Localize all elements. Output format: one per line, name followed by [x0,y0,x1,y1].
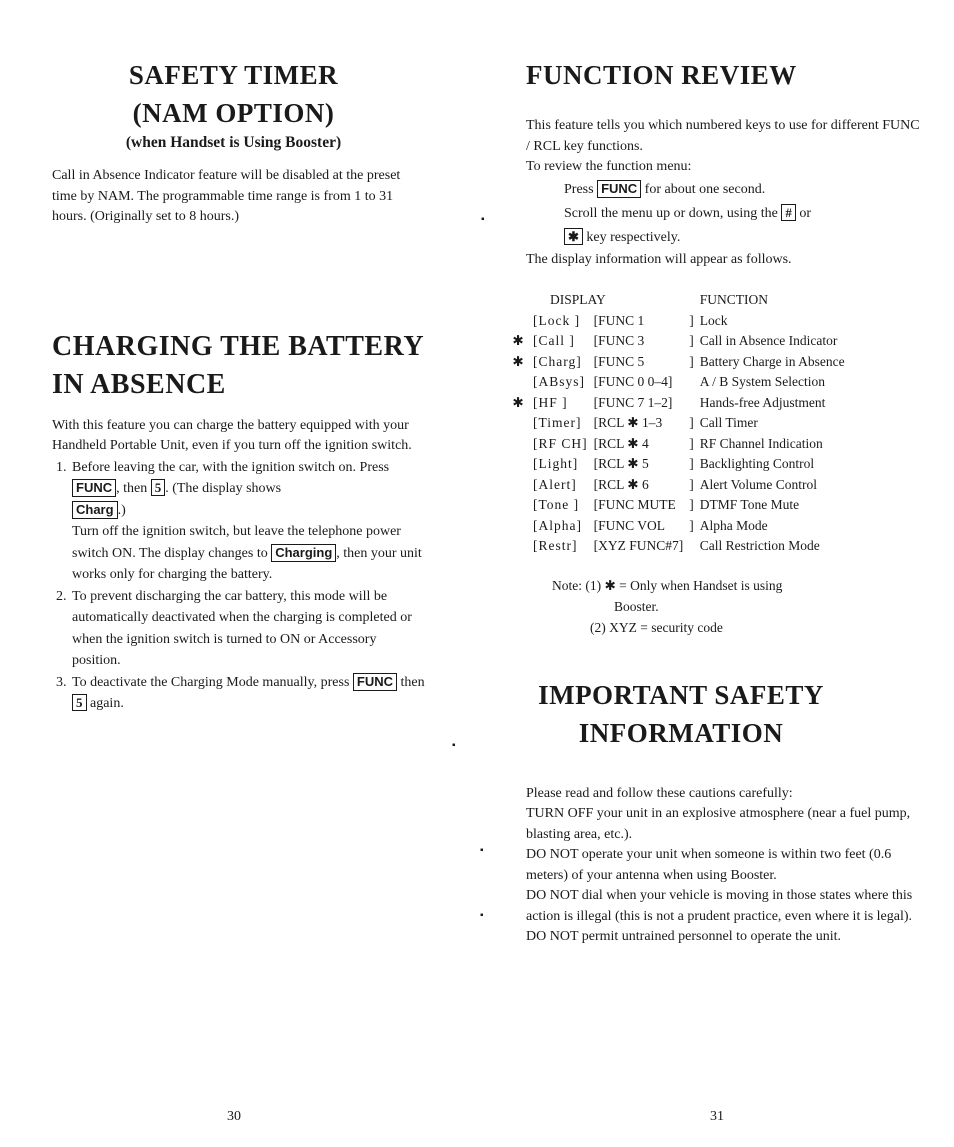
scan-speck: ▪ [481,214,485,225]
row-display: [Call ] [533,333,575,348]
step3-text-b: then [400,674,425,690]
charging-step-2: 2. To prevent discharging the car battery, this mode will be automatically deactivated when the charging is completed or when the ignition switch is turned to ON or Accessory position. [70,586,427,672]
function-table [506,290,848,557]
table-row [506,536,848,557]
table-row [506,495,848,516]
row-asterisk: ✱ [512,353,524,369]
row-display: [ABsys] [533,374,586,389]
row-keys: [FUNC 7 1–2] [593,394,673,410]
row-asterisk [506,372,530,393]
row-display: [RF CH] [533,435,588,451]
scroll-line [526,202,926,250]
row-bracket: ] [689,497,694,512]
row-function: Alpha Mode [699,517,768,533]
func-key: FUNC [597,180,641,198]
row-asterisk: ✱ [512,333,524,348]
row-function: DTMF Tone Mute [699,497,800,512]
func-key: FUNC [353,673,397,691]
row-function: Hands-free Adjustment [699,394,826,410]
scroll-text: Scroll the menu up or down, using the [564,205,778,221]
col-display-header: DISPLAY [550,292,606,307]
row-asterisk [506,516,530,537]
charging-step-1 [70,457,427,586]
row-bracket: ] [689,517,694,533]
scroll-text-b: or [799,205,812,221]
row-display: [Alert] [533,476,577,492]
table-row [506,516,848,537]
table-row [506,372,848,393]
step3-text-a: To deactivate the Charging Mode manually, press [72,674,350,690]
row-asterisk [506,434,530,455]
row-bracket [686,536,697,557]
row-asterisk [506,454,530,475]
safety-timer-subtitle: (when Handset is Using Booster) [125,134,342,151]
charging-intro: With this feature you can charge the battery equipped with your Handheld Portable Unit, even if you turn off the ignition switch. [52,417,412,453]
row-asterisk [506,536,530,557]
scroll-text-c: key respectively. [586,229,681,245]
function-review-to-review: To review the function menu: [526,159,692,174]
press-text-b: for about one second. [644,181,766,197]
row-display: [HF ] [533,394,568,410]
step3-text-c: again. [90,696,124,711]
safety-info-title-2: INFORMATION [578,717,784,748]
hash-key: # [781,204,796,221]
function-review-intro: This feature tells you which numbered keys to use for different FUNC / RCL key functions. [526,118,920,154]
scan-speck: ▪ [480,910,484,921]
page-number-right: 31 [710,1109,724,1124]
col-function-header: FUNCTION [699,292,769,307]
row-bracket: ] [689,353,694,369]
safety-timer-title-2: (NAM OPTION) [132,98,335,128]
table-row [506,352,848,373]
note-1b: Booster. [614,598,659,614]
table-row [506,434,848,455]
safety-line: DO NOT permit untrained personnel to operate the unit. [526,929,842,944]
row-keys: [RCL ✱ 4 [593,435,649,451]
row-function: Battery Charge in Absence [699,353,845,369]
row-keys: [RCL ✱ 5 [593,456,649,471]
row-keys: [FUNC 3 [593,333,645,348]
step1-text-f: , then your unit works only for charging the battery. [72,545,422,582]
row-bracket: ] [689,312,694,328]
charging-steps [52,457,427,715]
function-review-section [512,56,926,638]
row-asterisk: ✱ [512,394,524,410]
row-keys: [FUNC MUTE [593,497,676,512]
note-2: (2) XYZ = security code [590,619,723,635]
safety-timer-section [52,56,427,228]
row-keys: [RCL ✱ 6 [593,476,649,492]
row-bracket [686,372,697,393]
display-charging: Charging [271,544,336,562]
left-page [52,56,427,715]
table-row [506,454,848,475]
row-asterisk [506,311,530,332]
row-display: [Charg] [533,353,582,369]
row-display: [Tone ] [533,497,580,512]
display-charg: Charg [72,501,118,519]
table-row [506,311,848,332]
safety-line: TURN OFF your unit in an explosive atmosphere (near a fuel pump, blasting area, etc.). [526,806,911,842]
step1-text-b: , then [116,481,148,496]
row-bracket: ] [689,415,694,430]
step1-text-c: . (The display shows [165,481,282,496]
row-function: A / B System Selection [699,374,826,389]
row-bracket: ] [689,435,694,451]
scan-speck: ▪ [452,740,456,751]
safety-timer-title: SAFETY TIMER [128,60,339,90]
row-function: Alert Volume Control [699,476,818,492]
row-keys: [FUNC VOL [593,517,666,533]
safety-info-title: IMPORTANT SAFETY [538,679,824,710]
row-bracket: ] [689,456,694,471]
safety-line: Please read and follow these cautions carefully: [526,785,793,801]
row-function: Call Restriction Mode [699,538,820,553]
row-display: [Restr] [533,538,578,553]
function-review-title: FUNCTION REVIEW [526,60,797,90]
row-function: Call Timer [699,415,758,430]
row-keys: [FUNC 5 [593,353,645,369]
right-page [512,56,926,948]
charging-title-2: IN ABSENCE [52,368,226,400]
row-display: [Lock ] [533,312,581,328]
table-row [506,331,848,352]
row-asterisk [506,495,530,516]
row-display: [Timer] [533,415,582,430]
row-display: [Alpha] [533,517,582,533]
step1-text-d: .) [117,502,126,518]
row-asterisk [506,413,530,434]
row-function: Lock [699,312,728,328]
row-function: RF Channel Indication [699,435,823,451]
row-keys: [XYZ FUNC#7] [593,538,684,553]
table-row [506,475,848,496]
row-bracket [686,393,697,414]
row-keys: [FUNC 0 0–4] [593,374,673,389]
row-function: Call in Absence Indicator [699,333,838,348]
star-key: ✱ [564,228,583,245]
row-bracket: ] [689,476,694,492]
table-header [506,290,848,311]
row-bracket: ] [689,333,694,348]
step1-text-e: Turn off the ignition switch, but leave the telephone power switch ON. The display changes to [72,524,401,561]
row-function: Backlighting Control [699,456,815,471]
charging-step-3 [70,672,427,715]
row-asterisk [506,475,530,496]
notes [552,575,926,638]
safety-line: DO NOT dial when your vehicle is moving in those states where this action is illegal (this is not a prudent practice, even where it is legal). [526,888,913,924]
safety-line: DO NOT operate your unit when someone is within two feet (0.6 meters) of your antenna when using Booster. [526,847,892,883]
charging-title: CHARGING THE BATTERY [52,330,425,362]
five-key: 5 [72,694,87,711]
row-keys: [RCL ✱ 1–3 [593,415,663,430]
row-keys: [FUNC 1 [593,312,645,328]
safety-info-section [526,676,926,948]
display-info-line: The display information will appear as follows. [526,251,792,267]
func-key: FUNC [72,479,116,497]
row-display: [Light] [533,456,579,471]
page-number-left: 30 [227,1109,241,1124]
step1-text-a: Before leaving the car, with the ignition switch on. Press [72,459,390,475]
press-text: Press [564,181,594,197]
safety-timer-body: Call in Absence Indicator feature will be disabled at the preset time by NAM. The programmable time range is from 1 to 31 hours. (Originally set to 8 hours.) [52,168,401,224]
note-1: Note: (1) ✱ = Only when Handset is using [552,577,783,593]
press-func-line [526,178,926,202]
table-row [506,393,848,414]
table-row [506,413,848,434]
safety-info-body [526,784,926,948]
scan-speck: ▪ [480,845,484,856]
charging-section [52,328,427,715]
five-key: 5 [151,479,166,496]
